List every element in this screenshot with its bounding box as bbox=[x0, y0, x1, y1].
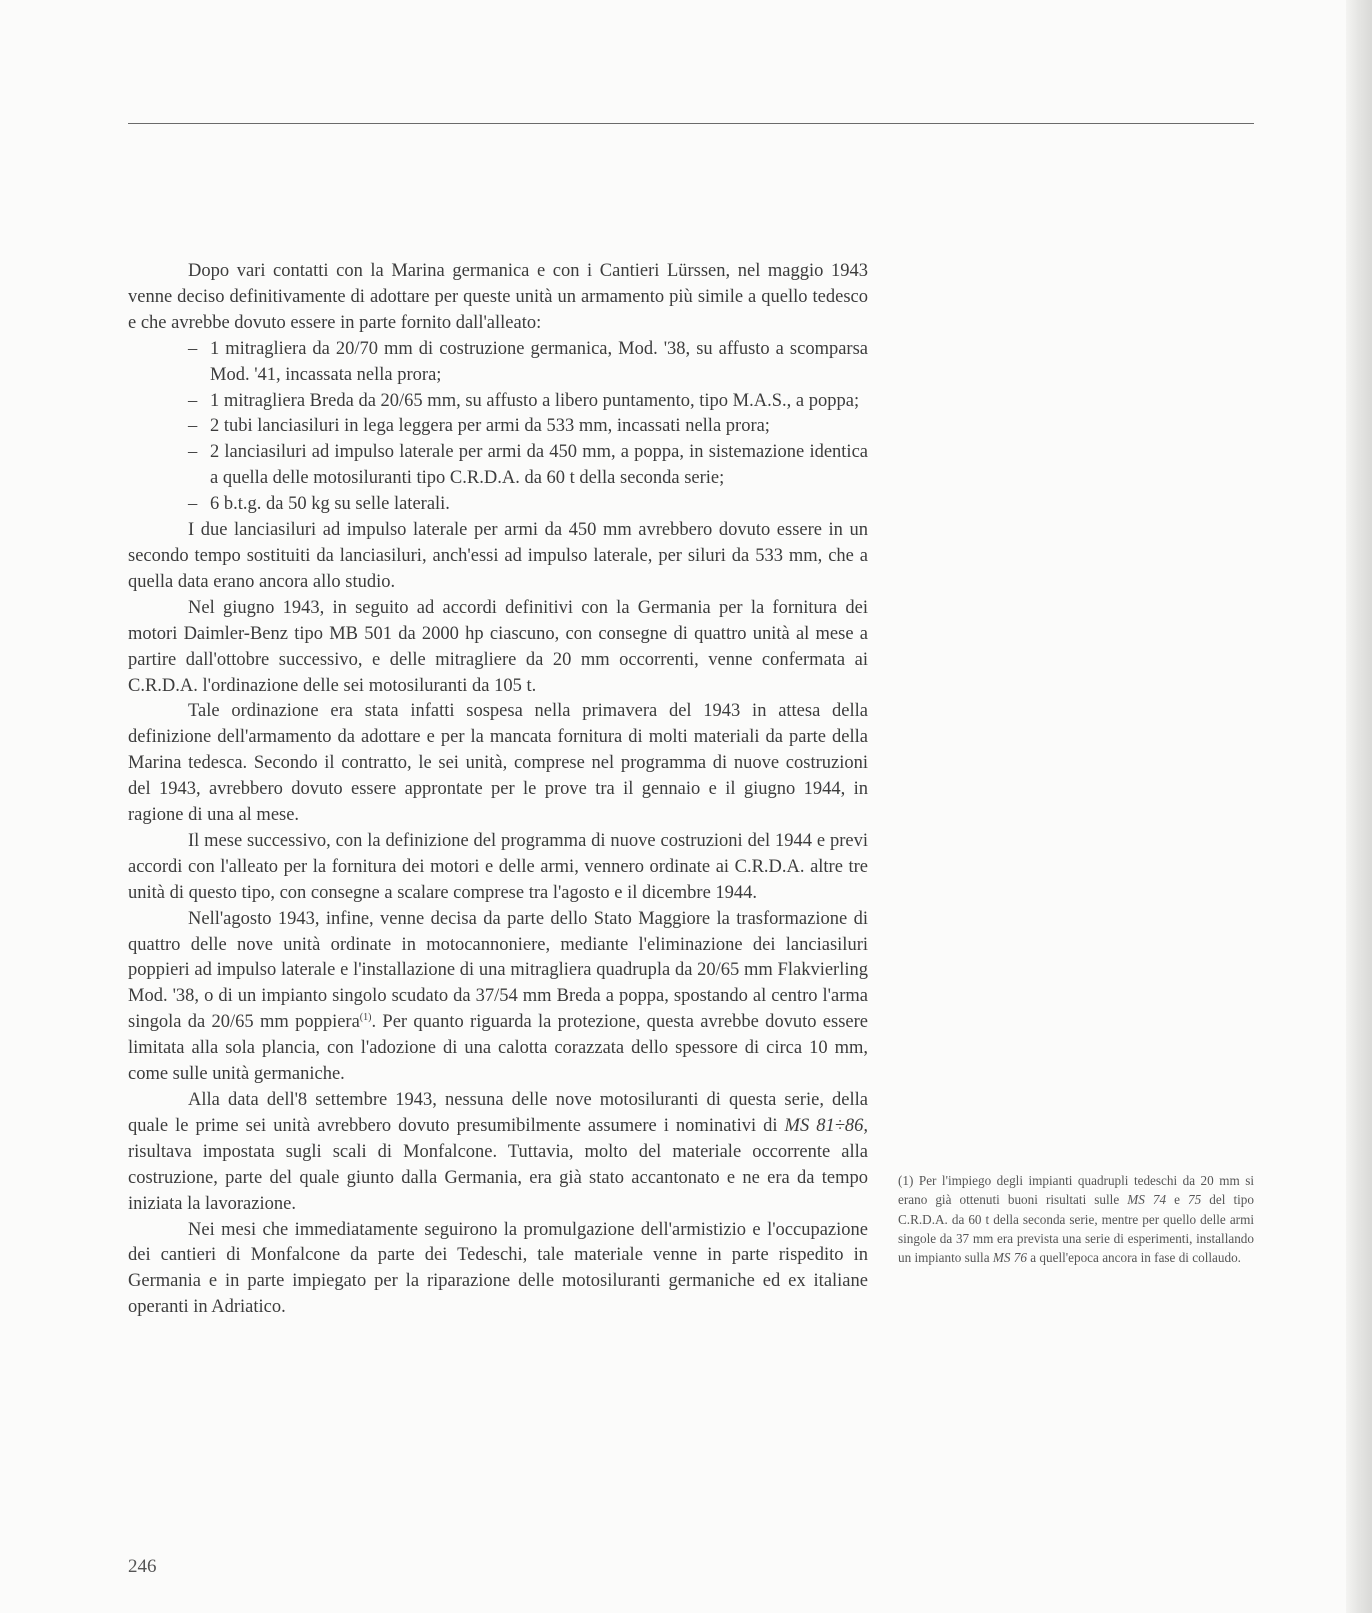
footnote-reference[interactable]: (1) bbox=[359, 1012, 372, 1024]
paragraph-4: Tale ordinazione era stata infatti sospesa nella primavera del 1943 in attesa della definizione dell'armamento da adottare e per la mancata fornitura di molti materiali da parte della Marina tedesca. Secondo il contratto, le sei unità, comprese nel programma di nuove costruzioni del 1943, avrebbero dovuto essere approntate per le prove tra il gennaio e il giugno 1944, in ragione di una al mese. bbox=[128, 701, 868, 826]
list-item: – 1 mitragliera Breda da 20/65 mm, su affusto a libero puntamento, tipo M.A.S., a poppa; bbox=[128, 389, 868, 415]
list-dash: – bbox=[188, 390, 198, 411]
list-dash: – bbox=[188, 442, 198, 463]
italic-ship-names: MS 81÷86, bbox=[784, 1115, 868, 1136]
paragraph-3: Nel giugno 1943, in seguito ad accordi definitivi con la Germania per la fornitura dei motori Daimler-Benz tipo MB 501 da 2000 hp ciascuno, con consegne di quattro unità al mese a partire dall'ottobre successivo, e delle mitragliere da 20 mm occorrenti, venne confermata ai C.R.D.A. l'ordinazione delle sei motosiluranti da 105 t. bbox=[128, 597, 868, 696]
paragraph-1: Dopo vari contatti con la Marina germanica e con i Cantieri Lürssen, nel maggio 1943 venne deciso definitivamente di adottare per queste unità un armamento più simile a quello tedesco e che avrebbe dovuto essere in parte fornito dall'alleato: bbox=[128, 261, 868, 333]
list-dash: – bbox=[188, 416, 198, 437]
paragraph-2: I due lanciasiluri ad impulso laterale per armi da 450 mm avrebbero dovuto essere in un secondo tempo sostituiti da lanciasiluri, anch'essi ad impulso laterale, per siluri da 533 mm, che a quella data erano ancora allo studio. bbox=[128, 520, 868, 592]
header-rule bbox=[128, 123, 1254, 124]
list-dash: – bbox=[188, 338, 198, 359]
paragraph-7: Alla data dell'8 settembre 1943, nessuna delle nove motosiluranti di questa serie, della quale le prime sei unità avrebbero dovuto presumibilmente assumere i nominativi di MS 81÷86, risultava impostata sugli scali di Monfalcone. Tuttavia, molto del materiale occorrente alla costruzione, parte del quale giunto dalla Germania, era già stato accantonato e ne era da tempo iniziata la lavorazione. bbox=[128, 1090, 868, 1214]
paragraph-6: Nell'agosto 1943, infine, venne decisa da parte dello Stato Maggiore la trasformazione di quattro delle nove unità ordinate in motocannoniere, mediante l'eliminazione dei lanciasiluri poppieri ad impulso laterale e l'installazione di una mitragliera quadrupla da 20/65 mm Flakvierling Mod. '38, o di un impianto singolo scudato da 37/54 mm Breda a poppa, spostando al centro l'arma singola da 20/65 mm poppiera$^{(1)}$. Per quanto riguarda la protezione, questa avrebbe dovuto essere limitata alla sola plancia, con l'adozione di una calotta corazzata dello spessore di circa 10 mm, come sulle unità germaniche. bbox=[128, 908, 868, 1085]
paragraph-8: Nei mesi che immediatamente seguirono la promulgazione dell'armistizio e l'occupazione dei cantieri di Monfalcone da parte dei Tedeschi, tale materiale venne in parte rispedito in Germania e in parte impiegato per la riparazione delle motosiluranti germaniche ed ex italiane operanti in Adriatico. bbox=[128, 1219, 868, 1318]
main-text-column bbox=[128, 259, 868, 1321]
list-item: – 2 lanciasiluri ad impulso laterale per armi da 450 mm, a poppa, in sistemazione identica a quella delle motosiluranti tipo C.R.D.A. da 60 t della seconda serie; bbox=[188, 442, 868, 489]
list-item: – 1 mitragliera da 20/70 mm di costruzione germanica, Mod. '38, su affusto a scomparsa Mod. '41, incassata nella prora; bbox=[188, 338, 868, 385]
paragraph-5: Il mese successivo, con la definizione del programma di nuove costruzioni del 1944 e previ accordi con l'alleato per la fornitura dei motori e delle armi, vennero ordinate ai C.R.D.A. altre tre unità di questo tipo, con consegne a scalare comprese tra l'agosto e il dicembre 1944. bbox=[128, 830, 868, 903]
armament-list bbox=[128, 337, 868, 518]
page-number: 246 bbox=[128, 1556, 157, 1577]
side-footnote: (1) Per l'impiego degli impianti quadrupli tedeschi da 20 mm si erano già ottenuti buoni risultati sulle MS 74 e 75 del tipo C.R.D.A. da 60 t della seconda serie, mentre per quello delle armi singole da 37 mm era prevista una serie di esperimenti, installando un impianto sulla MS 76 a quell'epoca ancora in fase di collaudo. bbox=[898, 1173, 1254, 1266]
list-dash: – bbox=[188, 494, 198, 515]
list-item: – 6 b.t.g. da 50 kg su selle laterali. bbox=[128, 492, 868, 518]
page-edge-shadow bbox=[1346, 0, 1372, 1613]
list-item: – 2 tubi lanciasiluri in lega leggera per armi da 533 mm, incassati nella prora; bbox=[128, 414, 868, 440]
